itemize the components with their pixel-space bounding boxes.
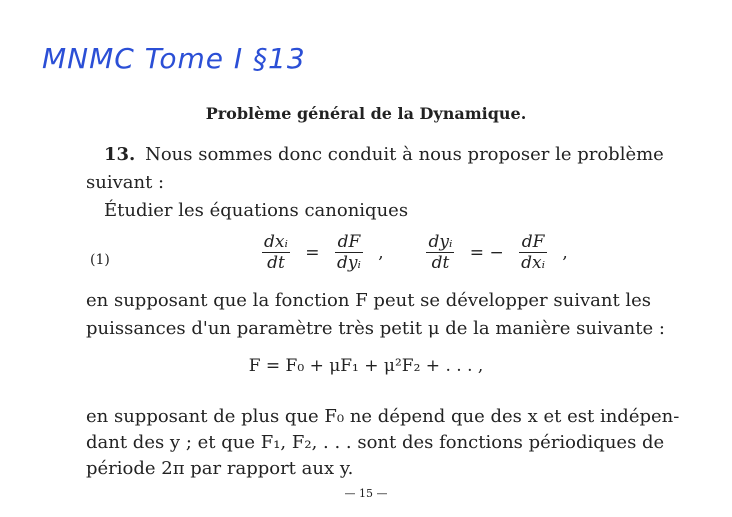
paragraph-text: Nous sommes donc conduit à nous proposer le problème xyxy=(145,144,664,165)
section-title: Problème général de la Dynamique. xyxy=(205,104,527,123)
paragraph-periodic-line-2: dant des y ; et que F₁, F₂, . . . sont des fonctions périodiques de xyxy=(86,432,665,453)
paragraph-13-line-1 xyxy=(104,142,664,168)
denominator: dt xyxy=(267,253,285,273)
page-number: — 15 — xyxy=(344,487,388,500)
equals-sign: = xyxy=(305,242,320,263)
numerator: dF xyxy=(519,232,547,253)
handwritten-annotation: MNMC Tome I §13 xyxy=(42,42,306,75)
denominator: dt xyxy=(431,253,450,273)
paragraph-study: Étudier les équations canoniques xyxy=(104,200,409,221)
paragraph-periodic-line-3: période 2π par rapport aux y. xyxy=(86,458,354,479)
comma: , xyxy=(378,242,384,263)
paragraph-periodic-line-1: en supposant de plus que F₀ ne dépend que des x et est indépen- xyxy=(86,406,680,427)
fraction xyxy=(335,232,363,273)
expansion-formula: F = F₀ + μF₁ + μ²F₂ + . . . , xyxy=(248,356,484,376)
numerator: dyᵢ xyxy=(428,232,453,252)
paragraph-assumption-line-2: puissances d'un paramètre très petit μ de la manière suivante : xyxy=(86,318,665,339)
equals-minus-sign: = − xyxy=(469,242,504,263)
denominator: dxᵢ xyxy=(521,253,545,273)
numerator: dF xyxy=(335,232,363,253)
paragraph-assumption-line-1: en supposant que la fonction F peut se développer suivant les xyxy=(86,290,652,311)
fraction xyxy=(262,232,290,273)
section-number: 13. xyxy=(104,144,136,165)
equation-label: (1) xyxy=(90,252,110,268)
denominator: dyᵢ xyxy=(336,253,361,273)
canonical-equations xyxy=(258,232,574,273)
fraction xyxy=(426,232,454,273)
paragraph-13-line-2: suivant : xyxy=(86,172,165,193)
fraction xyxy=(519,232,547,273)
numerator: dxᵢ xyxy=(264,232,288,252)
comma: , xyxy=(562,242,568,263)
